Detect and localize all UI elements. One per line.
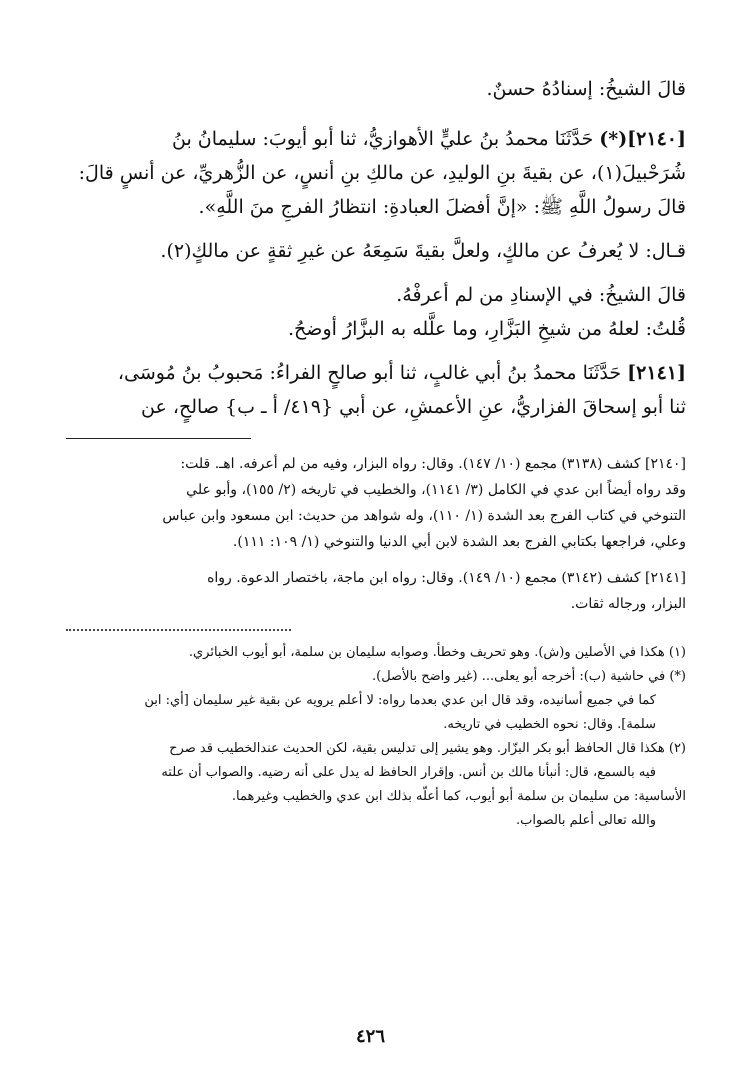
hadith-2140-line-3: قالَ رسولُ اللَّهِ ﷺ: «إنَّ أفضلَ العبادةِ: انتظارُ الفرجِ منَ اللَّهِ». [198,196,686,218]
footnote-star: (*) في حاشية (ب): أخرجه أبو يعلى... (غير واضح بالأصل). [372,669,686,684]
note-2141-line-1: [٢١٤١] كشف (٣١٤٢) مجمع (١٠/ ١٤٩). وقال: رواه ابن ماجة، باختصار الدعوة. رواه [207,570,686,586]
hadith-2141 [66,356,686,424]
hadith-2141-text-1: حَدَّثَنَا محمدُ بنُ أبي غالبٍ، ثنا أبو صالحٍ الفراءُ: مَحبوبُ بنُ مُوسَى، [117,362,622,384]
hadith-2140 [66,122,686,224]
footnote-star-cont-2: سلمة]. وقال: نحوه الخطيب في تاريخه. [443,717,656,732]
note-2140-line-4: وعلي، فراجعها بكتابي الفرج بعد الشدة لابن أبي الدنيا والتنوخي (١/ ١٠٩: ١١١). [232,534,686,550]
hadith-2140-line-1 [66,122,686,156]
hadith-2141-line-1 [66,356,686,390]
note-2140-line-2: وقد رواه أيضاً ابن عدي في الكامل (٣/ ١١٤١)، والخطيب في تاريخه (٢/ ١٥٥)، وأبو علي [186,482,686,498]
comment-qultu: قُلتُ: لعلهُ من شيخِ البَزَّارِ، وما علَّله به البزَّارُ أوضحُ. [288,318,686,340]
comment-sheikh: قالَ الشيخُ: في الإسنادِ من لم أعرفْهُ. [396,284,686,306]
footnote-star-cont-1: كما في جميع أسانيده، وقد قال ابن عدي بعدما رواه: لا أعلم يرويه عن بقية غير سليمان [أي: ابن [144,693,656,708]
footnote-2: (٢) هكذا قال الحافظ أبو بكر البزّار. وهو يشير إلى تدليس بقية، لكن الحديث عندالخطيب قد صرح [169,741,686,756]
footnote-1: (١) هكذا في الأصلين و(ش). وهو تحريف وخطأ. وصوابه سليمان بن سلمة، أبو أيوب الخبائري. [188,645,686,660]
footnote-2-cont-3: والله تعالى أعلم بالصواب. [515,813,656,828]
notes-divider [66,438,251,439]
hadith-2140-line-2: شُرَحْبيلَ(١)، عن بقيةَ بنِ الوليدِ، عن مالكِ بنِ أنسٍ، عن الزُّهريِّ، عن أنسٍ قالَ: [78,162,686,184]
hadith-2140-number: [٢١٤٠](*) [599,128,686,150]
footnotes [66,641,686,833]
hadith-2141-number: [٢١٤١] [627,362,686,384]
comment-bazzar: قـال: لا يُعرفُ عن مالكٍ، ولعلَّ بقيةَ سَمِعَهُ عن غيرِ ثقةٍ عن مالكٍ(٢). [160,240,686,262]
note-2140-line-1: [٢١٤٠] كشف (٣١٣٨) مجمع (١٠/ ١٤٧). وقال: رواه البزار، وفيه من لم أعرفه. اهـ. قلت: [180,456,686,472]
opening-line: قالَ الشيخُ: إسنادُهُ حسنٌ. [486,78,686,100]
note-2141-line-2: البزار، ورجاله ثقات. [570,596,686,612]
hadith-2140-text-1: حَدَّثَنَا محمدُ بنُ عليٍّ الأهوازيُّ، ثنا أبو أيوبَ: سليمانُ بنُ [172,128,594,150]
hadith-2141-line-2: ثنا أبو إسحاقَ الفزاريُّ، عنِ الأعمشِ، عن أبي {٤١٩/ أ ـ ب} صالحٍ، عن [141,396,686,418]
takhrij-notes [66,451,686,617]
page-number: ٤٢٦ [355,1026,385,1047]
note-2140-line-3: التنوخي في كتاب الفرج بعد الشدة (١/ ١١٠)، وله شواهد من حديث: ابن مسعود وابن عباس [162,508,686,524]
footnote-2-cont-2: الأساسية: من سليمان بن سلمة أبو أيوب، كما أعلّه بذلك ابن عدي والخطيب وغيرهما. [231,789,686,804]
footnotes-divider [66,629,291,631]
page-body [66,72,686,833]
footnote-2-cont-1: فيه بالسمع، قال: أنبأنا مالك بن أنس. وإقرار الحافظ له يدل على أنه رضيه. والصواب أن علته [161,765,656,780]
